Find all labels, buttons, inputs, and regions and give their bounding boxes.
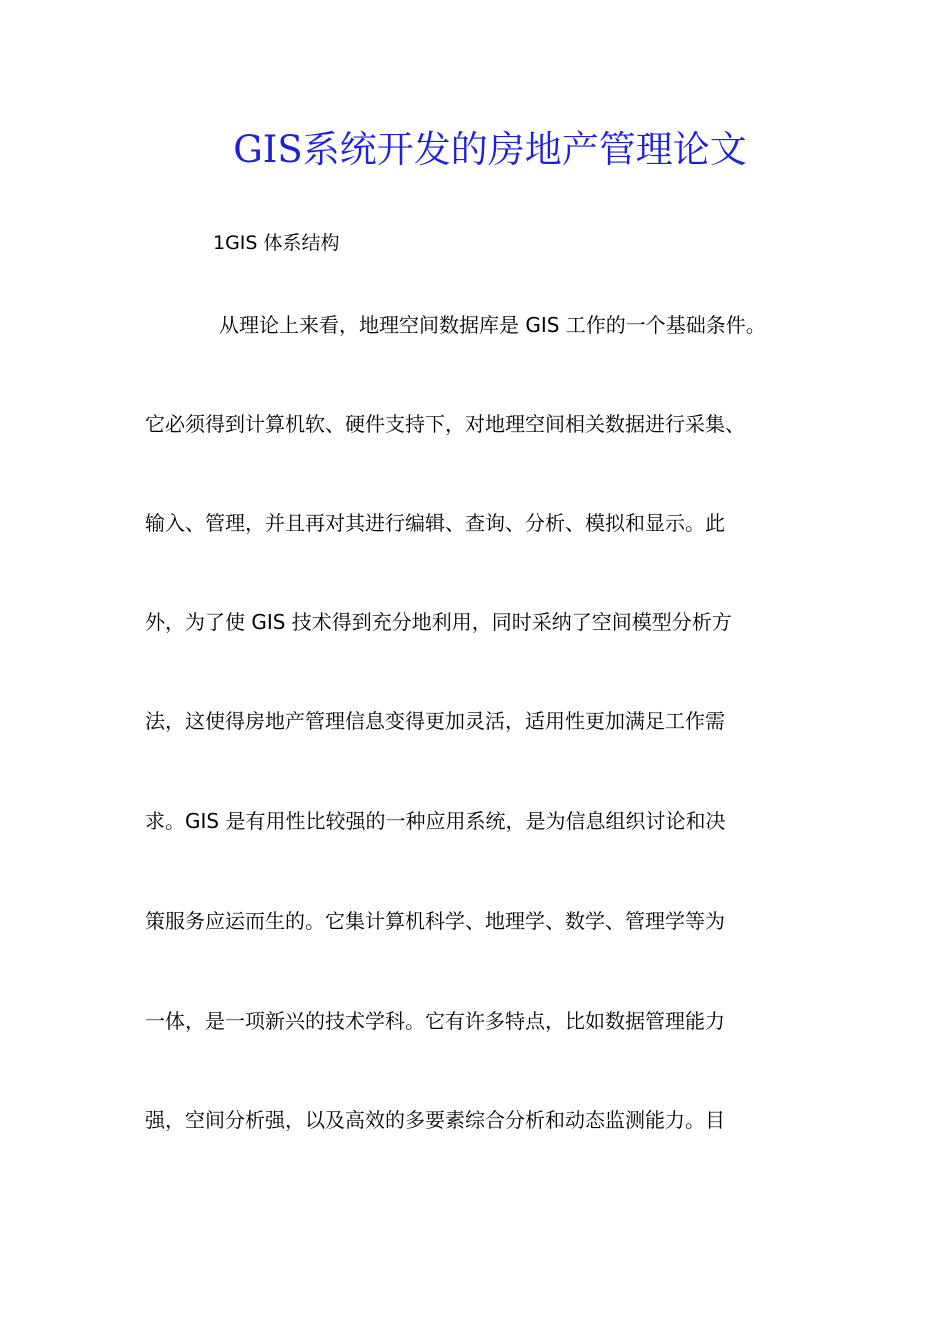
paragraph-line-1: 从理论上来看，地理空间数据库是 GIS 工作的一个基础条件。 [219, 313, 766, 337]
paragraph-line-3: 输入、管理，并且再对其进行编辑、查询、分析、模拟和显示。此 [145, 511, 725, 535]
paragraph-line-4: 外，为了使 GIS 技术得到充分地利用，同时采纳了空间模型分析方 [145, 610, 732, 634]
paragraph-line-7: 策服务应运而生的。它集计算机科学、地理学、数学、管理学等为 [145, 909, 725, 933]
document-title: GIS系统开发的房地产管理论文 [233, 128, 747, 171]
paragraph-line-8: 一体，是一项新兴的技术学科。它有许多特点，比如数据管理能力 [145, 1009, 725, 1033]
paragraph-line-6: 求。GIS 是有用性比较强的一种应用系统，是为信息组织讨论和决 [145, 809, 726, 833]
section-heading: 1GIS 体系结构 [213, 232, 340, 254]
paragraph-line-2: 它必须得到计算机软、硬件支持下，对地理空间相关数据进行采集、 [145, 412, 745, 436]
paragraph-line-9: 强，空间分析强，以及高效的多要素综合分析和动态监测能力。目 [145, 1108, 725, 1132]
paragraph-line-5: 法，这使得房地产管理信息变得更加灵活，适用性更加满足工作需 [145, 709, 725, 733]
